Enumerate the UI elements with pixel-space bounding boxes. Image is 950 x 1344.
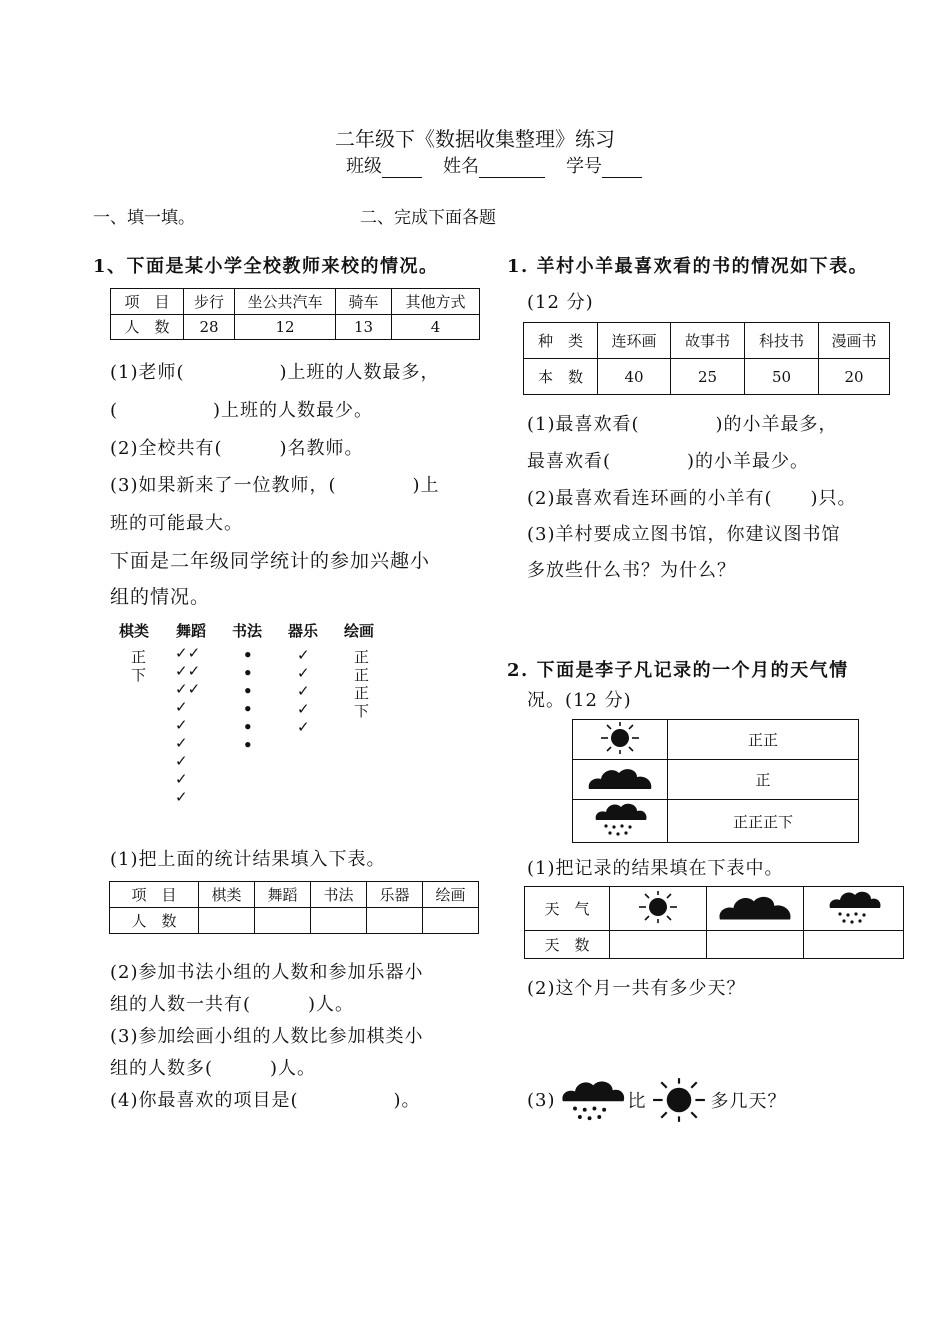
- dot-mark: •: [243, 700, 253, 718]
- right-q1-line: (2)最喜欢看连环画的小羊有( )只。: [527, 488, 857, 509]
- right-q2-prompt: [507, 656, 849, 682]
- blank-cell[interactable]: [199, 908, 255, 934]
- left-q2-fill-prompt: (1)把上面的统计结果填入下表。: [110, 849, 386, 870]
- tally-qiyue: [297, 646, 310, 736]
- check-mark: ✓: [175, 770, 188, 788]
- sun-icon: [636, 890, 680, 924]
- number-blank[interactable]: [602, 159, 642, 178]
- check-mark: ✓: [175, 752, 188, 770]
- tally-mark: 正: [354, 666, 370, 684]
- left-q1-line: (1)老师( )上班的人数最多，: [110, 362, 440, 383]
- q3-prefix: (3): [527, 1089, 556, 1111]
- left-q1-line: 班的可能最大。: [110, 513, 243, 534]
- table-cell: 12: [235, 314, 336, 340]
- check-mark: ✓: [297, 718, 310, 736]
- blank-cell[interactable]: [610, 931, 707, 959]
- table-cell: 25: [671, 359, 745, 395]
- dot-mark: •: [243, 664, 253, 682]
- left-q2-line: 组的人数多( )人。: [110, 1058, 317, 1079]
- weather-icon-cell: [573, 760, 668, 800]
- name-blank[interactable]: [479, 159, 545, 178]
- table-cell: 50: [745, 359, 819, 395]
- tally-shufa: [243, 646, 253, 754]
- question-number: 1.: [507, 256, 529, 277]
- table-cell: 40: [598, 359, 671, 395]
- check-mark: ✓: [297, 664, 310, 682]
- dot-mark: •: [243, 682, 253, 700]
- blank-cell[interactable]: [707, 931, 804, 959]
- weather-count-table: [524, 886, 904, 959]
- name-field: [443, 152, 545, 178]
- table-header: 连环画: [598, 323, 671, 359]
- rain-cloud-icon: [558, 1074, 626, 1126]
- group-header: 书法: [232, 622, 263, 640]
- table-cell: 4: [392, 314, 480, 340]
- left-q2-line: (3)参加绘画小组的人数比参加棋类小: [110, 1026, 424, 1047]
- number-label: 学号: [566, 156, 602, 177]
- rain-cloud-icon: [826, 888, 882, 926]
- check-mark: ✓: [175, 734, 188, 752]
- check-mark: ✓✓: [175, 644, 201, 662]
- question-text: 羊村小羊最喜欢看的书的情况如下表。: [536, 256, 869, 277]
- sun-icon: [598, 721, 642, 755]
- right-q1-line: 多放些什么书？为什么？: [527, 560, 736, 581]
- teacher-commute-table: [110, 288, 480, 340]
- tally-mark: 正: [354, 648, 370, 666]
- check-mark: ✓: [175, 788, 188, 806]
- left-q2-line: 组的人数一共有( )人。: [110, 994, 355, 1015]
- check-mark: ✓: [175, 716, 188, 734]
- check-mark: ✓✓: [175, 680, 201, 698]
- right-q2-fill-prompt: (1)把记录的结果填在下表中。: [527, 858, 784, 879]
- tally-mark: 下: [354, 702, 370, 720]
- question-text: 下面是李子凡记录的一个月的天气情: [536, 660, 849, 681]
- section-one-title: 一、填一填。: [93, 208, 195, 228]
- cloud-icon: [713, 890, 797, 924]
- class-field: [346, 152, 422, 178]
- question-number: 2.: [507, 660, 529, 681]
- table-cell: 20: [819, 359, 890, 395]
- rain-cloud-icon: [592, 800, 648, 838]
- q3-suffix: 多几天？: [710, 1091, 787, 1112]
- check-mark: ✓: [297, 646, 310, 664]
- weather-icon-cell: [707, 887, 804, 931]
- table-cell: 13: [336, 314, 392, 340]
- check-mark: ✓✓: [175, 662, 201, 680]
- tally-cell: 正: [668, 760, 859, 800]
- right-q2-line: (2)这个月一共有多少天？: [527, 978, 746, 999]
- dot-mark: •: [243, 718, 253, 736]
- check-mark: ✓: [297, 682, 310, 700]
- left-q2-line: (4)你最喜欢的项目是( )。: [110, 1090, 421, 1111]
- right-q1-line: (3)羊村要成立图书馆，你建议图书馆: [527, 524, 841, 545]
- class-label: 班级: [346, 156, 382, 177]
- check-mark: ✓: [297, 700, 310, 718]
- blank-cell[interactable]: [311, 908, 367, 934]
- table-row-label: 天 气: [525, 887, 610, 931]
- tally-huihua: [354, 648, 369, 720]
- table-cell: 28: [184, 314, 235, 340]
- table-header: 漫画书: [819, 323, 890, 359]
- group-header: 棋类: [119, 622, 150, 640]
- tally-cell: 正正正下: [668, 800, 859, 843]
- table-header: 书法: [311, 882, 367, 908]
- table-header: 步行: [184, 289, 235, 315]
- interest-group-table: [109, 881, 479, 934]
- tally-mark: 正: [131, 648, 147, 666]
- right-q2-prompt-2: 况。(12 分): [527, 690, 632, 711]
- right-q1-prompt: [507, 252, 868, 278]
- book-preference-table: [523, 322, 890, 395]
- table-header: 骑车: [336, 289, 392, 315]
- table-row-label: 天 数: [525, 931, 610, 959]
- dot-mark: •: [243, 736, 253, 754]
- section-two-title: 二、完成下面各题: [360, 208, 496, 228]
- left-q1-line: (3)如果新来了一位教师，( )上: [110, 475, 440, 496]
- tally-qilei: [131, 648, 146, 684]
- tally-mark: 正: [354, 684, 370, 702]
- class-blank[interactable]: [382, 159, 422, 178]
- weather-record-table: [572, 719, 859, 843]
- table-row-label: 本 数: [524, 359, 598, 395]
- table-row-label: 人 数: [111, 314, 184, 340]
- right-q3-line: [527, 1072, 787, 1128]
- table-header: 其他方式: [392, 289, 480, 315]
- tally-mark: 下: [131, 666, 147, 684]
- table-header: 项 目: [110, 882, 199, 908]
- weather-icon-cell: [610, 887, 707, 931]
- right-q1-line: 最喜欢看( )的小羊最少。: [527, 451, 810, 472]
- table-header: 乐器: [367, 882, 423, 908]
- check-mark: ✓: [175, 698, 188, 716]
- table-header: 科技书: [745, 323, 819, 359]
- right-q1-score: (12 分): [527, 292, 594, 313]
- left-q2-intro: 组的情况。: [110, 586, 211, 608]
- group-header: 舞蹈: [176, 622, 207, 640]
- tally-wudao: [175, 644, 200, 806]
- table-header: 项 目: [111, 289, 184, 315]
- tally-cell: 正正: [668, 720, 859, 760]
- group-header: 器乐: [288, 622, 319, 640]
- group-header: 绘画: [344, 622, 375, 640]
- q3-compare-word: 比: [627, 1091, 647, 1112]
- number-field: [566, 152, 642, 178]
- sun-icon: [649, 1075, 709, 1125]
- left-q1-prompt: 1、下面是某小学全校教师来校的情况。: [93, 256, 439, 277]
- table-header: 绘画: [423, 882, 479, 908]
- dot-mark: •: [243, 646, 253, 664]
- left-q1-line: (2)全校共有( )名教师。: [110, 438, 364, 459]
- cloud-icon: [585, 763, 655, 793]
- blank-cell[interactable]: [423, 908, 479, 934]
- left-q2-intro: 下面是二年级同学统计的参加兴趣小: [110, 550, 431, 572]
- weather-icon-cell: [573, 720, 668, 760]
- left-q2-line: (2)参加书法小组的人数和参加乐器小: [110, 962, 424, 983]
- table-header: 舞蹈: [255, 882, 311, 908]
- weather-icon-cell: [573, 800, 668, 843]
- blank-cell[interactable]: [255, 908, 311, 934]
- blank-cell[interactable]: [367, 908, 423, 934]
- blank-cell[interactable]: [804, 931, 904, 959]
- page-title: 二年级下《数据收集整理》练习: [335, 127, 615, 151]
- table-header: 坐公共汽车: [235, 289, 336, 315]
- table-row-label: 人 数: [110, 908, 199, 934]
- table-header: 种 类: [524, 323, 598, 359]
- table-header: 故事书: [671, 323, 745, 359]
- left-q1-line: ( )上班的人数最少。: [110, 400, 374, 421]
- table-header: 棋类: [199, 882, 255, 908]
- weather-icon-cell: [804, 887, 904, 931]
- right-q1-line: (1)最喜欢看( )的小羊最多，: [527, 414, 838, 435]
- name-label: 姓名: [443, 156, 479, 177]
